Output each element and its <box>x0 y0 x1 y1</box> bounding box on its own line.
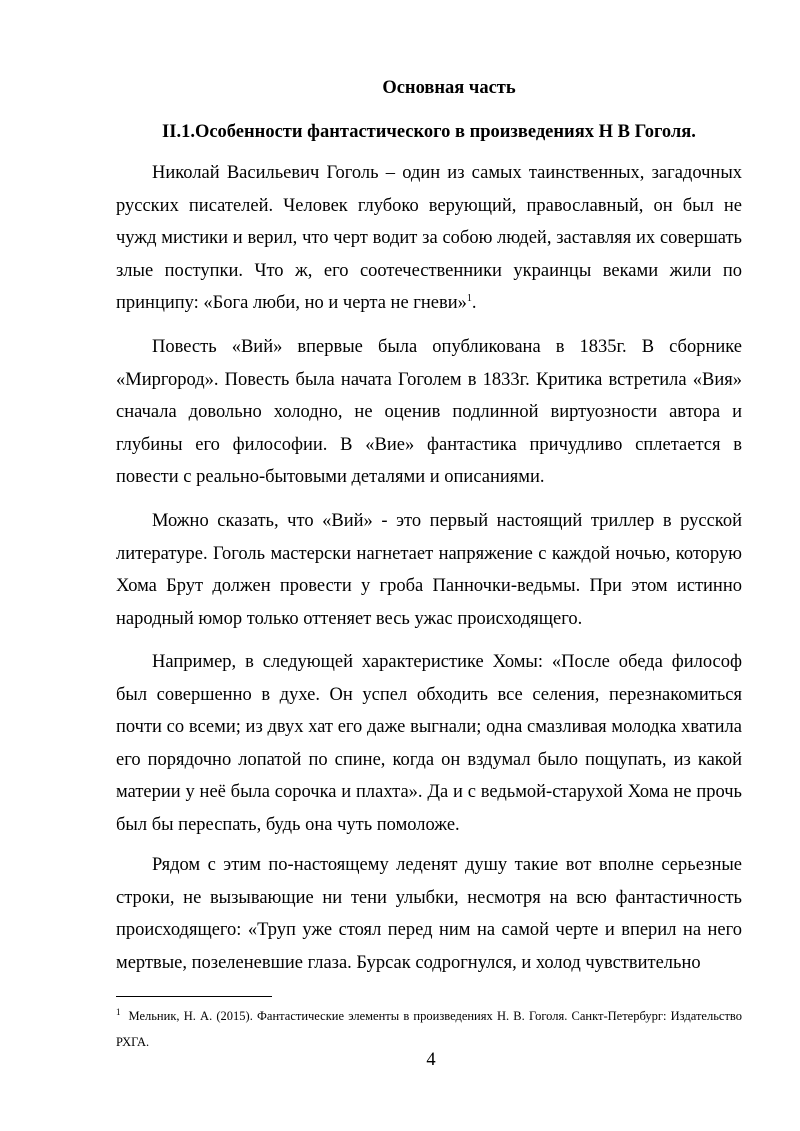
subsection-title: II.1.Особенности фантастического в произведениях Н В Гоголя. <box>162 122 696 142</box>
footnote-separator <box>116 996 272 997</box>
paragraph-5: Рядом с этим по-настоящему леденят душу такие вот вполне серьезные строки, не вызывающие ни тени улыбки, несмотря на всю фантастичность происходящего: «Труп уже стоял перед ним на самой черте и вперил на него мертвые, позеленевшие глаза. Бурсак содрогнулся, и холод чувствительно <box>116 855 742 973</box>
section-title: Основная часть <box>382 78 516 98</box>
paragraph-1 <box>116 157 742 320</box>
page-number: 4 <box>426 1050 436 1070</box>
footnote-text: Мельник, Н. А. (2015). Фантастические элементы в произведениях Н. В. Гоголя. Санкт-Петербург: Издательство РХГА. <box>116 1009 742 1049</box>
paragraph-3: Можно сказать, что «Вий» - это первый настоящий триллер в русской литературе. Гоголь мастерски нагнетает напряжение с каждой ночью, которую Хома Брут должен провести у гроба Панночки-ведьмы. При этом истинно народный юмор только оттеняет весь ужас происходящего. <box>116 511 742 629</box>
paragraph-4: Например, в следующей характеристике Хомы: «После обеда философ был совершенно в духе. Он успел обходить все селения, перезнакомиться почти со всеми; из двух хат его даже выгнали; одна смазливая молодка хватила его порядочно лопатой по спине, когда он вздумал было пощупать, из какой материи у неё была сорочка и плахта». Да и с ведьмой-старухой Хома не прочь был бы переспать, будь она чуть помоложе. <box>116 652 742 835</box>
paragraph-1-tail: . <box>471 293 477 313</box>
paragraph-2: Повесть «Вий» впервые была опубликована в 1835г. В сборнике «Миргород». Повесть была начата Гоголем в 1833г. Критика встретила «Вия» сначала довольно холодно, не оценив подлинной виртуозности автора и глубины его философии. В «Вие» фантастика причудливо сплетается в повести с реально-бытовыми деталями и описаниями. <box>116 337 742 487</box>
footnote-reference[interactable]: 1 <box>466 292 472 304</box>
paragraph-1-text: Николай Васильевич Гоголь – один из самых таинственных, загадочных русских писателей. Человек глубоко верующий, православный, он был не чужд мистики и верил, что черт водит за собою людей, заставляя их совершать злые поступки. Что ж, его соотечественники украинцы веками жили по принципу: «Бога люби, но и черта не гневи» <box>116 163 742 313</box>
footnote-number: 1 <box>116 1006 121 1017</box>
